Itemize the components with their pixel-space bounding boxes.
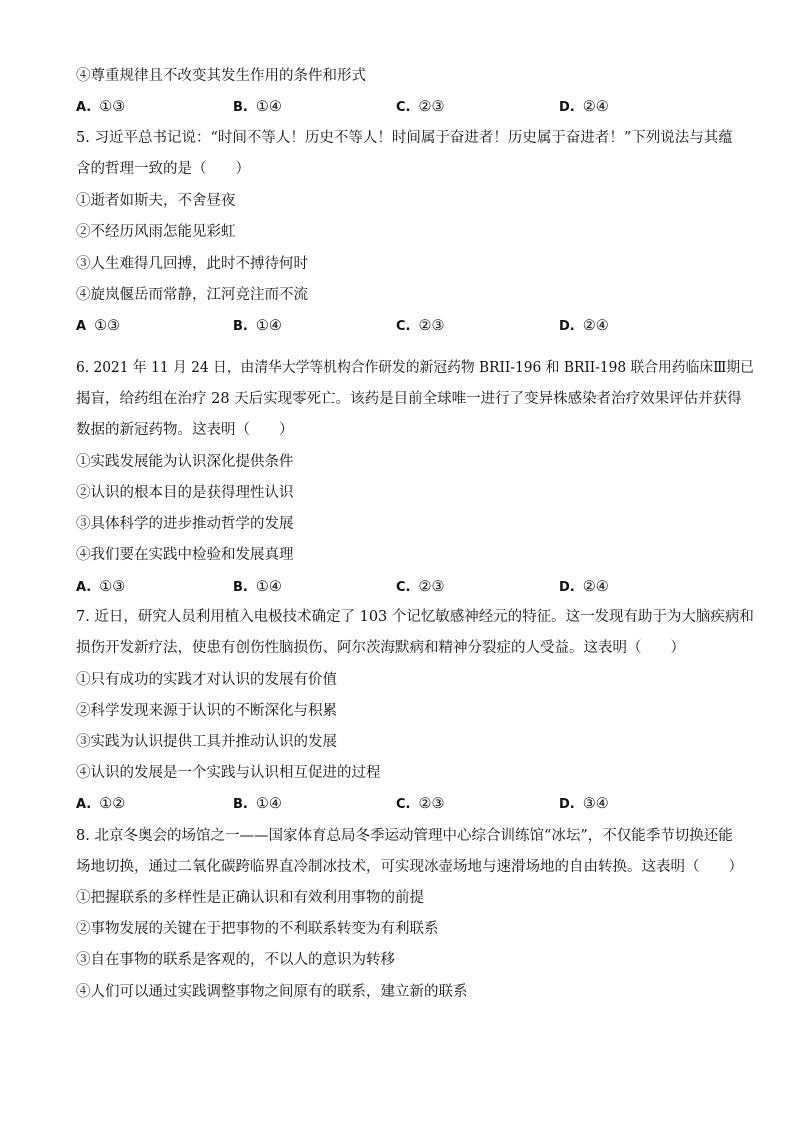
q5-stem-line-1: 5. 习近平总书记说：“时间不等人！历史不等人！时间属于奋进者！历史属于奋进者！”下列说法与其蕴 (76, 130, 733, 146)
q7-option-b[interactable]: B. ①④ (233, 796, 282, 812)
q7-item-1: ①只有成功的实践才对认识的发展有价值 (76, 672, 337, 688)
q7-option-d[interactable]: D. ③④ (559, 796, 609, 812)
q8-item-4: ④人们可以通过实践调整事物之间原有的联系，建立新的联系 (76, 984, 468, 1000)
q6-option-a[interactable]: A. ①③ (76, 579, 126, 595)
q4-item-4: ④尊重规律且不改变其发生作用的条件和形式 (76, 68, 366, 84)
q5-option-d[interactable]: D. ②④ (559, 318, 609, 334)
q7-option-a[interactable]: A. ①② (76, 796, 126, 812)
q6-item-2: ②认识的根本目的是获得理性认识 (76, 485, 294, 501)
q5-item-3: ③人生难得几回搏，此时不搏待何时 (76, 256, 308, 272)
q8-stem-line-2: 场地切换，通过二氧化碳跨临界直冷制冰技术，可实现冰壶场地与速滑场地的自由转换。这表明（ ） (76, 859, 743, 875)
q5-option-b[interactable]: B. ①④ (233, 318, 282, 334)
q5-item-1: ①逝者如斯夫，不舍昼夜 (76, 193, 236, 209)
q5-option-c[interactable]: C. ②③ (396, 318, 445, 334)
q6-option-c[interactable]: C. ②③ (396, 579, 445, 595)
q8-item-1: ①把握联系的多样性是正确认识和有效利用事物的前提 (76, 890, 424, 906)
q6-item-3: ③具体科学的进步推动哲学的发展 (76, 516, 294, 532)
q7-item-2: ②科学发现来源于认识的不断深化与积累 (76, 703, 337, 719)
q6-stem-line-1: 6. 2021 年 11 月 24 日，由清华大学等机构合作研发的新冠药物 BRII-196 和 BRII-198 联合用药临床Ⅲ期已 (76, 360, 754, 376)
q7-stem-line-2: 损伤开发新疗法，使患有创伤性脑损伤、阿尔茨海默病和精神分裂症的人受益。这表明（ ） (76, 640, 685, 656)
q6-option-d[interactable]: D. ②④ (559, 579, 609, 595)
q5-stem-line-2: 含的哲理一致的是（ ） (76, 161, 250, 177)
q5-item-4: ④旋岚偃岳而常静，江河竞注而不流 (76, 287, 308, 303)
q7-item-4: ④认识的发展是一个实践与认识相互促进的过程 (76, 765, 381, 781)
q7-stem-line-1: 7. 近日，研究人员利用植入电极技术确定了 103 个记忆敏感神经元的特征。这一发现有助于为大脑疾病和 (76, 609, 754, 625)
q6-option-b[interactable]: B. ①④ (233, 579, 282, 595)
q4-option-c[interactable]: C. ②③ (396, 99, 445, 115)
q6-item-1: ①实践发展能为认识深化提供条件 (76, 454, 294, 470)
q4-option-a[interactable]: A. ①③ (76, 99, 126, 115)
q6-item-4: ④我们要在实践中检验和发展真理 (76, 547, 294, 563)
q7-options (76, 794, 716, 814)
q8-item-2: ②事物发展的关键在于把事物的不利联系转变为有利联系 (76, 921, 439, 937)
q6-stem-line-2: 揭盲，给药组在治疗 28 天后实现零死亡。该药是目前全球唯一进行了变异株感染者治疗效果评估并获得 (76, 391, 742, 407)
q7-option-c[interactable]: C. ②③ (396, 796, 445, 812)
q5-option-a[interactable]: A ①③ (76, 318, 121, 334)
q7-item-3: ③实践为认识提供工具并推动认识的发展 (76, 734, 337, 750)
q4-option-d[interactable]: D. ②④ (559, 99, 609, 115)
q8-stem-line-1: 8. 北京冬奥会的场馆之一——国家体育总局冬季运动管理中心综合训练馆“冰坛”，不仅能季节切换还能 (76, 828, 733, 844)
q4-options (76, 97, 716, 117)
q5-item-2: ②不经历风雨怎能见彩虹 (76, 224, 236, 240)
q5-options (76, 316, 716, 336)
q6-options (76, 577, 716, 597)
q6-stem-line-3: 数据的新冠药物。这表明（ ） (76, 422, 294, 438)
q4-option-b[interactable]: B. ①④ (233, 99, 282, 115)
q8-item-3: ③自在事物的联系是客观的，不以人的意识为转移 (76, 952, 395, 968)
